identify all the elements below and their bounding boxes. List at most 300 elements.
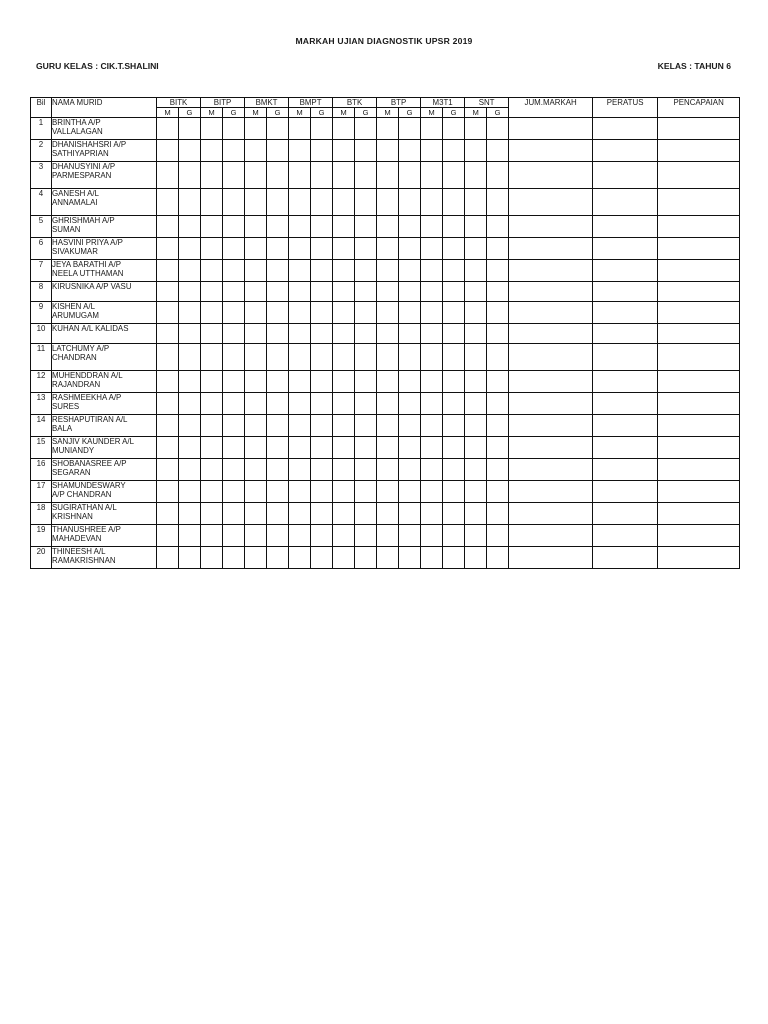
student-name-line1: THANUSHREE A/P <box>52 525 121 534</box>
empty-mark-cell <box>245 189 267 216</box>
row-number: 16 <box>31 459 52 481</box>
row-number: 8 <box>31 282 52 302</box>
empty-mark-cell <box>245 393 267 415</box>
row-number: 6 <box>31 238 52 260</box>
empty-mark-cell <box>311 525 333 547</box>
empty-mark-cell <box>421 282 443 302</box>
student-row <box>31 260 740 282</box>
empty-mark-cell <box>289 118 311 140</box>
subheader-markah: M <box>157 108 179 118</box>
empty-mark-cell <box>333 459 355 481</box>
empty-mark-cell <box>421 459 443 481</box>
empty-mark-cell <box>289 216 311 238</box>
student-row <box>31 371 740 393</box>
empty-mark-cell <box>201 503 223 525</box>
empty-mark-cell <box>355 260 377 282</box>
empty-mark-cell <box>289 459 311 481</box>
empty-mark-cell <box>245 140 267 162</box>
empty-mark-cell <box>443 282 465 302</box>
student-name <box>52 302 157 324</box>
empty-mark-cell <box>333 216 355 238</box>
empty-mark-cell <box>421 525 443 547</box>
empty-mark-cell <box>593 189 658 216</box>
empty-mark-cell <box>311 324 333 344</box>
empty-mark-cell <box>333 344 355 371</box>
student-name-line1: GHRISHMAH A/P <box>52 216 115 225</box>
empty-mark-cell <box>593 118 658 140</box>
empty-mark-cell <box>465 118 487 140</box>
empty-mark-cell <box>157 238 179 260</box>
empty-mark-cell <box>223 162 245 189</box>
empty-mark-cell <box>311 238 333 260</box>
empty-mark-cell <box>355 344 377 371</box>
empty-mark-cell <box>658 282 740 302</box>
empty-mark-cell <box>487 371 509 393</box>
empty-mark-cell <box>443 140 465 162</box>
student-row <box>31 459 740 481</box>
empty-mark-cell <box>223 282 245 302</box>
empty-mark-cell <box>289 189 311 216</box>
student-row <box>31 503 740 525</box>
empty-mark-cell <box>311 393 333 415</box>
empty-mark-cell <box>289 302 311 324</box>
empty-mark-cell <box>355 238 377 260</box>
empty-mark-cell <box>355 459 377 481</box>
empty-mark-cell <box>245 324 267 344</box>
empty-mark-cell <box>223 344 245 371</box>
empty-mark-cell <box>223 503 245 525</box>
row-number: 20 <box>31 547 52 569</box>
empty-mark-cell <box>245 216 267 238</box>
student-name <box>52 437 157 459</box>
empty-mark-cell <box>311 140 333 162</box>
empty-mark-cell <box>509 302 593 324</box>
empty-mark-cell <box>223 547 245 569</box>
empty-mark-cell <box>593 162 658 189</box>
empty-mark-cell <box>658 547 740 569</box>
student-name <box>52 189 157 216</box>
empty-mark-cell <box>421 189 443 216</box>
student-name <box>52 525 157 547</box>
empty-mark-cell <box>487 393 509 415</box>
empty-mark-cell <box>311 371 333 393</box>
empty-mark-cell <box>487 437 509 459</box>
empty-mark-cell <box>223 324 245 344</box>
empty-mark-cell <box>399 216 421 238</box>
header-subject: BTK <box>333 98 377 108</box>
empty-mark-cell <box>311 302 333 324</box>
empty-mark-cell <box>658 503 740 525</box>
subheader-markah: M <box>333 108 355 118</box>
student-name <box>52 238 157 260</box>
empty-mark-cell <box>311 260 333 282</box>
empty-mark-cell <box>179 459 201 481</box>
empty-mark-cell <box>355 415 377 437</box>
empty-mark-cell <box>267 415 289 437</box>
header-bil: Bil <box>31 98 52 118</box>
student-row <box>31 547 740 569</box>
header-subject: BITK <box>157 98 201 108</box>
empty-mark-cell <box>421 118 443 140</box>
empty-mark-cell <box>658 162 740 189</box>
student-name-line1: HASVINI PRIYA A/P <box>52 238 123 247</box>
student-name-line2: RAMAKRISHNAN <box>52 556 116 565</box>
empty-mark-cell <box>267 260 289 282</box>
empty-mark-cell <box>333 525 355 547</box>
empty-mark-cell <box>179 118 201 140</box>
student-name <box>52 282 157 302</box>
empty-mark-cell <box>201 216 223 238</box>
empty-mark-cell <box>487 324 509 344</box>
empty-mark-cell <box>311 118 333 140</box>
header-peratus: PERATUS <box>593 98 658 118</box>
empty-mark-cell <box>333 393 355 415</box>
empty-mark-cell <box>157 260 179 282</box>
empty-mark-cell <box>377 503 399 525</box>
empty-mark-cell <box>465 324 487 344</box>
empty-mark-cell <box>443 481 465 503</box>
empty-mark-cell <box>443 547 465 569</box>
empty-mark-cell <box>267 344 289 371</box>
empty-mark-cell <box>509 415 593 437</box>
student-row <box>31 525 740 547</box>
empty-mark-cell <box>333 140 355 162</box>
empty-mark-cell <box>377 189 399 216</box>
empty-mark-cell <box>487 547 509 569</box>
empty-mark-cell <box>443 118 465 140</box>
empty-mark-cell <box>658 481 740 503</box>
empty-mark-cell <box>377 415 399 437</box>
row-number: 13 <box>31 393 52 415</box>
empty-mark-cell <box>201 140 223 162</box>
empty-mark-cell <box>311 282 333 302</box>
empty-mark-cell <box>267 437 289 459</box>
empty-mark-cell <box>355 503 377 525</box>
empty-mark-cell <box>333 189 355 216</box>
empty-mark-cell <box>179 481 201 503</box>
student-name-line2: ANNAMALAI <box>52 198 98 207</box>
student-name-line1: DHANISHAHSRI A/P <box>52 140 127 149</box>
empty-mark-cell <box>443 503 465 525</box>
empty-mark-cell <box>377 371 399 393</box>
empty-mark-cell <box>465 302 487 324</box>
empty-mark-cell <box>399 344 421 371</box>
empty-mark-cell <box>593 503 658 525</box>
empty-mark-cell <box>465 238 487 260</box>
student-name-line2: CHANDRAN <box>52 353 97 362</box>
empty-mark-cell <box>311 481 333 503</box>
empty-mark-cell <box>593 437 658 459</box>
empty-mark-cell <box>593 140 658 162</box>
empty-mark-cell <box>157 216 179 238</box>
student-name-line1: JEYA BARATHI A/P <box>52 260 121 269</box>
empty-mark-cell <box>157 459 179 481</box>
empty-mark-cell <box>267 547 289 569</box>
empty-mark-cell <box>179 547 201 569</box>
empty-mark-cell <box>245 238 267 260</box>
empty-mark-cell <box>399 282 421 302</box>
empty-mark-cell <box>289 371 311 393</box>
empty-mark-cell <box>223 238 245 260</box>
subheader-gred: G <box>355 108 377 118</box>
empty-mark-cell <box>245 437 267 459</box>
row-number: 9 <box>31 302 52 324</box>
empty-mark-cell <box>201 525 223 547</box>
empty-mark-cell <box>377 525 399 547</box>
student-name <box>52 260 157 282</box>
class-teacher-label: GURU KELAS : CIK.T.SHALINI <box>36 61 159 71</box>
empty-mark-cell <box>267 216 289 238</box>
subheader-gred: G <box>399 108 421 118</box>
student-name-line1: GANESH A/L <box>52 189 99 198</box>
row-number: 14 <box>31 415 52 437</box>
header-subject: M3T1 <box>421 98 465 108</box>
empty-mark-cell <box>487 344 509 371</box>
header-nama-murid: NAMA MURID <box>52 98 157 118</box>
empty-mark-cell <box>355 525 377 547</box>
empty-mark-cell <box>179 393 201 415</box>
empty-mark-cell <box>377 324 399 344</box>
student-name-line2: PARMESPARAN <box>52 171 112 180</box>
row-number: 11 <box>31 344 52 371</box>
subheader-markah: M <box>201 108 223 118</box>
empty-mark-cell <box>377 140 399 162</box>
empty-mark-cell <box>658 140 740 162</box>
empty-mark-cell <box>157 118 179 140</box>
class-label: KELAS : TAHUN 6 <box>657 61 731 71</box>
empty-mark-cell <box>465 140 487 162</box>
subheader-markah: M <box>245 108 267 118</box>
empty-mark-cell <box>399 547 421 569</box>
empty-mark-cell <box>245 525 267 547</box>
empty-mark-cell <box>333 302 355 324</box>
student-name <box>52 140 157 162</box>
empty-mark-cell <box>593 459 658 481</box>
empty-mark-cell <box>658 324 740 344</box>
empty-mark-cell <box>157 162 179 189</box>
student-row <box>31 282 740 302</box>
empty-mark-cell <box>267 525 289 547</box>
empty-mark-cell <box>377 393 399 415</box>
empty-mark-cell <box>465 393 487 415</box>
empty-mark-cell <box>377 302 399 324</box>
empty-mark-cell <box>487 459 509 481</box>
empty-mark-cell <box>465 437 487 459</box>
row-number: 15 <box>31 437 52 459</box>
empty-mark-cell <box>245 459 267 481</box>
student-row <box>31 393 740 415</box>
empty-mark-cell <box>399 118 421 140</box>
empty-mark-cell <box>355 189 377 216</box>
empty-mark-cell <box>223 525 245 547</box>
empty-mark-cell <box>245 302 267 324</box>
empty-mark-cell <box>593 481 658 503</box>
row-number: 10 <box>31 324 52 344</box>
empty-mark-cell <box>593 525 658 547</box>
student-name-line1: SHOBANASREE A/P <box>52 459 127 468</box>
empty-mark-cell <box>289 260 311 282</box>
subheader-gred: G <box>179 108 201 118</box>
empty-mark-cell <box>399 162 421 189</box>
empty-mark-cell <box>311 189 333 216</box>
empty-mark-cell <box>443 216 465 238</box>
empty-mark-cell <box>658 415 740 437</box>
student-name-line2: ARUMUGAM <box>52 311 99 320</box>
student-name <box>52 415 157 437</box>
empty-mark-cell <box>179 503 201 525</box>
student-name <box>52 216 157 238</box>
empty-mark-cell <box>421 481 443 503</box>
empty-mark-cell <box>311 547 333 569</box>
empty-mark-cell <box>179 162 201 189</box>
empty-mark-cell <box>399 371 421 393</box>
empty-mark-cell <box>157 324 179 344</box>
empty-mark-cell <box>593 324 658 344</box>
empty-mark-cell <box>593 216 658 238</box>
empty-mark-cell <box>201 459 223 481</box>
empty-mark-cell <box>399 437 421 459</box>
empty-mark-cell <box>223 437 245 459</box>
empty-mark-cell <box>399 503 421 525</box>
empty-mark-cell <box>443 238 465 260</box>
marks-table <box>30 97 740 569</box>
empty-mark-cell <box>355 302 377 324</box>
header-subject: BMPT <box>289 98 333 108</box>
empty-mark-cell <box>658 525 740 547</box>
subheader-gred: G <box>487 108 509 118</box>
empty-mark-cell <box>509 238 593 260</box>
student-name-line1: BRINTHA A/P <box>52 118 101 127</box>
empty-mark-cell <box>355 118 377 140</box>
empty-mark-cell <box>421 371 443 393</box>
empty-mark-cell <box>267 238 289 260</box>
empty-mark-cell <box>179 238 201 260</box>
empty-mark-cell <box>443 162 465 189</box>
empty-mark-cell <box>179 371 201 393</box>
empty-mark-cell <box>509 371 593 393</box>
empty-mark-cell <box>157 393 179 415</box>
empty-mark-cell <box>487 302 509 324</box>
empty-mark-cell <box>157 547 179 569</box>
empty-mark-cell <box>377 216 399 238</box>
empty-mark-cell <box>377 162 399 189</box>
empty-mark-cell <box>465 503 487 525</box>
empty-mark-cell <box>333 547 355 569</box>
empty-mark-cell <box>157 371 179 393</box>
empty-mark-cell <box>289 324 311 344</box>
empty-mark-cell <box>355 140 377 162</box>
empty-mark-cell <box>201 547 223 569</box>
empty-mark-cell <box>223 371 245 393</box>
empty-mark-cell <box>399 525 421 547</box>
empty-mark-cell <box>179 260 201 282</box>
empty-mark-cell <box>157 503 179 525</box>
empty-mark-cell <box>245 282 267 302</box>
student-name-line2: VALLALAGAN <box>52 127 103 136</box>
empty-mark-cell <box>465 459 487 481</box>
empty-mark-cell <box>289 525 311 547</box>
empty-mark-cell <box>179 344 201 371</box>
empty-mark-cell <box>377 344 399 371</box>
empty-mark-cell <box>289 437 311 459</box>
student-name <box>52 162 157 189</box>
empty-mark-cell <box>487 503 509 525</box>
empty-mark-cell <box>443 189 465 216</box>
empty-mark-cell <box>509 481 593 503</box>
empty-mark-cell <box>201 437 223 459</box>
empty-mark-cell <box>421 302 443 324</box>
row-number: 7 <box>31 260 52 282</box>
empty-mark-cell <box>355 282 377 302</box>
empty-mark-cell <box>311 344 333 371</box>
empty-mark-cell <box>201 393 223 415</box>
empty-mark-cell <box>157 525 179 547</box>
empty-mark-cell <box>179 525 201 547</box>
empty-mark-cell <box>377 118 399 140</box>
student-name <box>52 547 157 569</box>
empty-mark-cell <box>201 302 223 324</box>
empty-mark-cell <box>223 216 245 238</box>
empty-mark-cell <box>399 140 421 162</box>
empty-mark-cell <box>465 481 487 503</box>
empty-mark-cell <box>509 216 593 238</box>
empty-mark-cell <box>333 162 355 189</box>
empty-mark-cell <box>333 324 355 344</box>
empty-mark-cell <box>179 140 201 162</box>
empty-mark-cell <box>223 140 245 162</box>
empty-mark-cell <box>399 324 421 344</box>
empty-mark-cell <box>201 162 223 189</box>
empty-mark-cell <box>333 415 355 437</box>
row-number: 3 <box>31 162 52 189</box>
empty-mark-cell <box>333 481 355 503</box>
empty-mark-cell <box>443 344 465 371</box>
empty-mark-cell <box>201 415 223 437</box>
subheader-gred: G <box>267 108 289 118</box>
empty-mark-cell <box>223 118 245 140</box>
empty-mark-cell <box>333 238 355 260</box>
student-name <box>52 481 157 503</box>
row-number: 2 <box>31 140 52 162</box>
empty-mark-cell <box>377 547 399 569</box>
empty-mark-cell <box>509 324 593 344</box>
student-row <box>31 415 740 437</box>
empty-mark-cell <box>443 324 465 344</box>
empty-mark-cell <box>289 282 311 302</box>
student-name-line1: MUHENDDRAN A/L <box>52 371 123 380</box>
header-subject: BITP <box>201 98 245 108</box>
empty-mark-cell <box>465 216 487 238</box>
empty-mark-cell <box>157 189 179 216</box>
empty-mark-cell <box>509 503 593 525</box>
empty-mark-cell <box>245 118 267 140</box>
empty-mark-cell <box>487 162 509 189</box>
empty-mark-cell <box>157 481 179 503</box>
student-row <box>31 302 740 324</box>
empty-mark-cell <box>465 282 487 302</box>
student-name-line1: SHAMUNDESWARY <box>52 481 126 490</box>
empty-mark-cell <box>443 525 465 547</box>
empty-mark-cell <box>421 216 443 238</box>
empty-mark-cell <box>289 238 311 260</box>
empty-mark-cell <box>267 324 289 344</box>
empty-mark-cell <box>487 140 509 162</box>
empty-mark-cell <box>377 260 399 282</box>
empty-mark-cell <box>157 282 179 302</box>
empty-mark-cell <box>355 324 377 344</box>
empty-mark-cell <box>289 415 311 437</box>
empty-mark-cell <box>421 437 443 459</box>
